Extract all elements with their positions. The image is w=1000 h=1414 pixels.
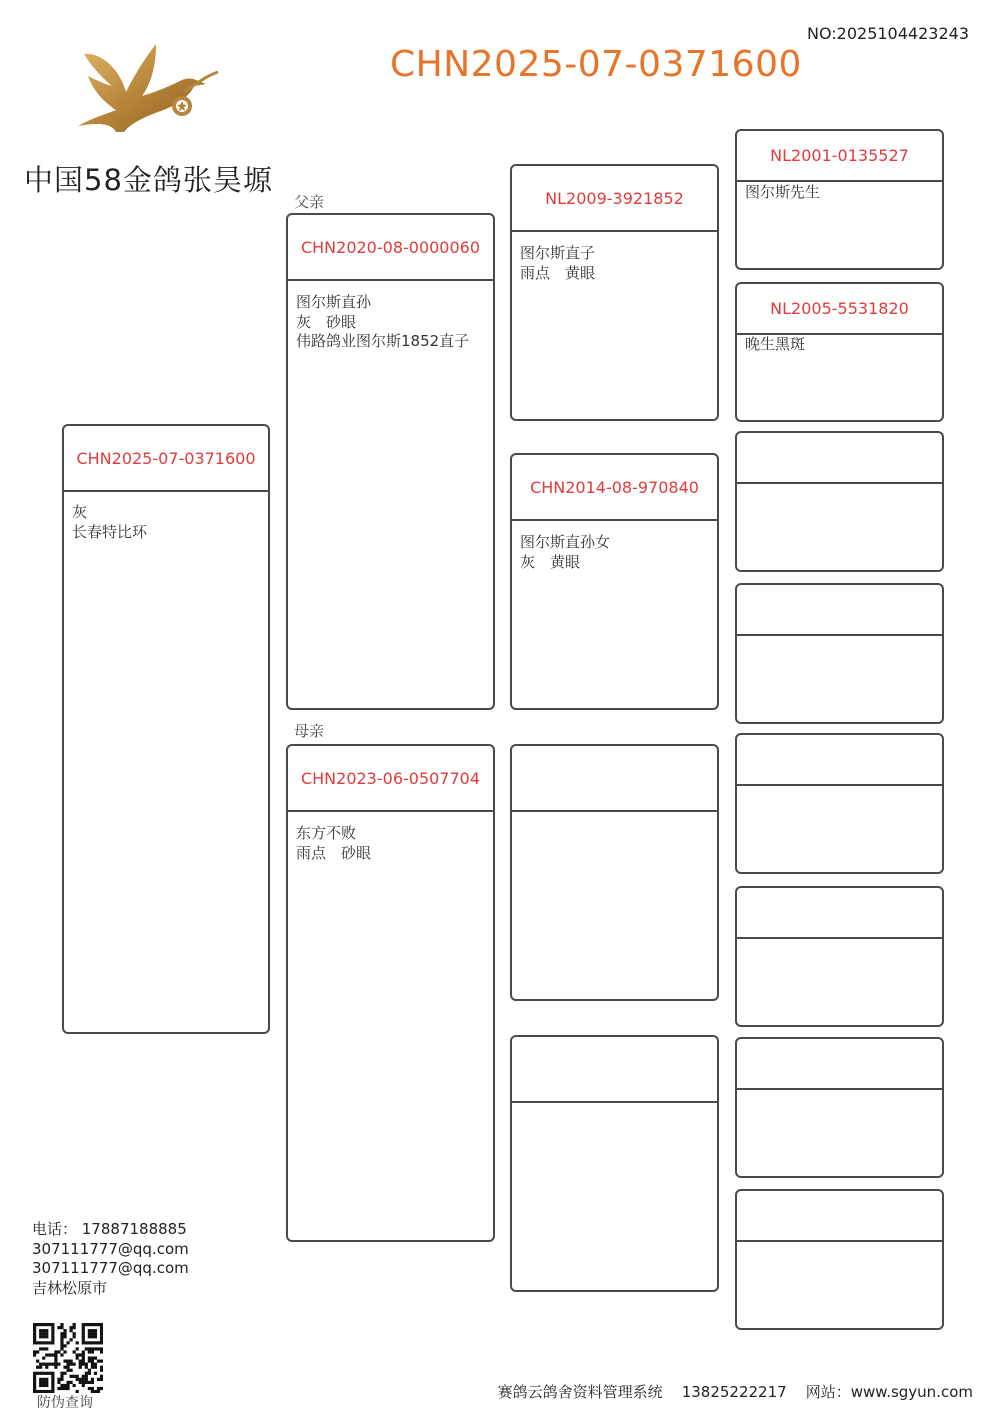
mother-card <box>286 744 495 1242</box>
great-grandparent-card <box>735 733 944 874</box>
great-grandparent-card <box>735 431 944 572</box>
loft-name: 中国58金鸽张昊塬 <box>24 163 273 197</box>
grandparent-ring <box>512 1037 717 1103</box>
great-grandparent-card <box>735 583 944 724</box>
father-line: 图尔斯直孙 <box>296 293 372 311</box>
subject-ring: CHN2025-07-0371600 <box>64 426 268 492</box>
grandparent-card <box>510 1035 719 1292</box>
qr-label: 防伪查询 <box>37 1395 93 1411</box>
great-grandparent-ring <box>737 1039 942 1090</box>
grandparent-card <box>510 453 719 710</box>
great-grandparent-ring <box>737 433 942 484</box>
great-grandparent-ring <box>737 585 942 636</box>
great-grandparent-line: 晚生黑斑 <box>745 335 806 353</box>
contact-email: 307111777@qq.com <box>32 1259 189 1277</box>
mother-line: 东方不败 <box>296 824 357 842</box>
mother-ring: CHN2023-06-0507704 <box>288 746 493 812</box>
great-grandparent-card <box>735 1037 944 1178</box>
great-grandparent-ring: NL2001-0135527 <box>737 131 942 182</box>
great-grandparent-card <box>735 282 944 422</box>
great-grandparent-card <box>735 129 944 270</box>
great-grandparent-line: 图尔斯先生 <box>745 183 821 201</box>
great-grandparent-ring <box>737 888 942 939</box>
great-grandparent-ring <box>737 735 942 786</box>
grandparent-ring <box>512 746 717 812</box>
grandparent-card <box>510 744 719 1001</box>
mother-label: 母亲 <box>294 722 325 740</box>
subject-card <box>62 424 270 1034</box>
grandparent-line: 图尔斯直孙女 <box>520 533 611 551</box>
grandparent-line: 灰 黄眼 <box>520 552 581 571</box>
qr-code-icon[interactable] <box>33 1323 103 1393</box>
great-grandparent-card <box>735 886 944 1027</box>
document-number: NO:2025104423243 <box>806 24 969 43</box>
subject-line: 灰 <box>72 503 88 521</box>
father-line: 伟路鸽业图尔斯1852直子 <box>296 332 470 350</box>
father-line: 灰 砂眼 <box>296 312 357 331</box>
contact-email: 307111777@qq.com <box>32 1239 189 1258</box>
great-grandparent-ring <box>737 1191 942 1242</box>
great-grandparent-card <box>735 1189 944 1330</box>
grandparent-card <box>510 164 719 421</box>
subject-line: 长春特比环 <box>72 522 148 541</box>
contact-address: 吉林松原市 <box>32 1278 108 1297</box>
father-card <box>286 213 495 710</box>
grandparent-line: 图尔斯直子 <box>520 244 596 262</box>
father-label: 父亲 <box>294 193 325 211</box>
great-grandparent-ring: NL2005-5531820 <box>737 284 942 335</box>
dove-logo-icon <box>72 40 222 140</box>
grandparent-ring: NL2009-3921852 <box>512 166 717 232</box>
main-ring-number: CHN2025-07-0371600 <box>390 44 802 85</box>
father-ring: CHN2020-08-0000060 <box>288 215 493 281</box>
grandparent-ring: CHN2014-08-970840 <box>512 455 717 521</box>
contact-info <box>32 1220 189 1298</box>
grandparent-line: 雨点 黄眼 <box>520 263 596 282</box>
contact-phone: 电话： 17887188885 <box>32 1220 187 1238</box>
mother-line: 雨点 砂眼 <box>296 843 372 862</box>
footer-text: 赛鸽云鸽舍资料管理系统 13825222217 网站：www.sgyun.com <box>497 1383 973 1401</box>
